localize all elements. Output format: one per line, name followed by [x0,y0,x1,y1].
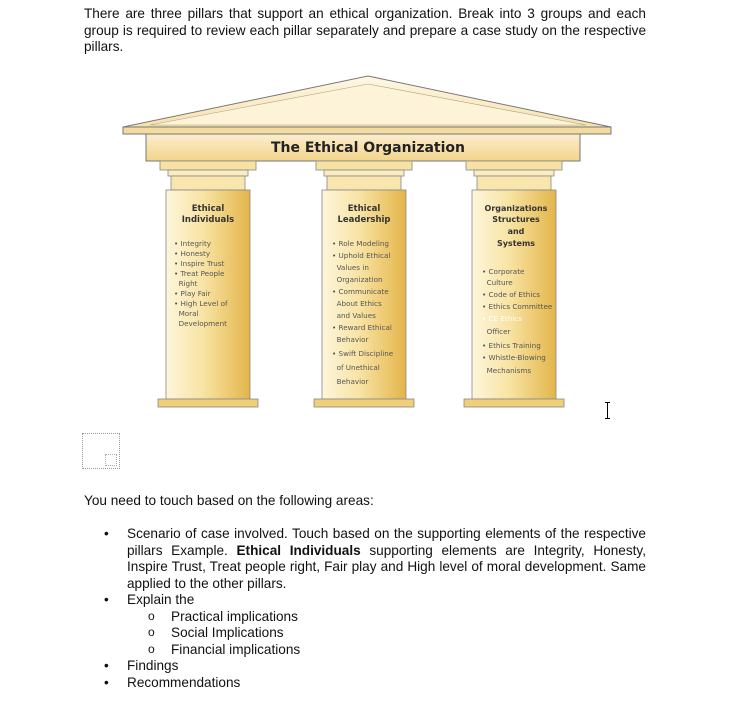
pillar-2-heading-line: Ethical [347,204,381,214]
pillar-1-item: • Play Fair [174,289,211,298]
cornice [123,127,611,134]
pillar-1-item: • High Level of [174,299,228,308]
pillar-3-item: • Whistle-Blowing [482,353,546,362]
figure-title: The Ethical Organization [270,140,466,156]
bullet-1-text-end: supporting elements are Integrity, Honesty, Inspire Trust, Treat people right, Fair play and High level of moral development. Same applied to the other pillars. [127,542,646,591]
pillar-1-heading-line: Ethical [191,204,225,214]
pediment-inner [150,84,586,125]
pillar-1-item: • Integrity [174,239,212,248]
pillar-1-item: Right [174,279,198,288]
pillar-2-item: • Swift Discipline [332,349,394,358]
areas-intro: You need to touch based on the following areas: [84,493,374,508]
pillar-3-item: • Ethics Committee [482,302,553,311]
pillar-ethical-individuals [158,161,258,407]
pillar-3-item: • Code of Ethics [482,290,541,299]
pillar-2-item: • Reward Ethical [332,323,392,332]
pillar-2-item: • Role Modeling [332,239,389,248]
pillar-1-item: • Inspire Trust [174,259,225,268]
pillar-3-item: • Ethics Training [482,341,541,350]
pillar-2-item: Behavior [332,335,369,344]
pillar-2-item: Behavior [332,377,369,386]
pillar-2-item: Values in [332,263,369,272]
pillar-3-item: • CE Ethics [482,314,522,323]
pillar-3-item: • Corporate [482,267,525,276]
bullet-1-text: Scenario of case involved. Touch based on the supporting elements of the respective pillars Example. [127,526,646,558]
text-cursor-icon [607,402,608,419]
pillar-2-item: and Values [332,311,376,320]
list-item: • Recommendations [104,675,646,692]
sublist-item: o Practical implications [127,609,646,626]
pillar-2-item: About Ethics [332,299,382,308]
pillar-3-heading-line: Organizations [484,204,548,213]
image-placeholder-icon[interactable] [82,433,120,469]
pillar-1-item: • Honesty [174,249,211,258]
pillar-1-item: Development [174,319,227,328]
pillar-1-item: Moral [174,309,199,318]
list-item: • Findings [104,658,646,675]
intro-paragraph: There are three pillars that support an ethical organization. Break into 3 groups and each group is required to review each pillar separately and prepare a case study on the respective pillars. [84,6,646,54]
pillar-1-heading-line: Individuals [181,215,235,225]
pillar-3-heading-line: Structures [492,215,540,224]
implications-sublist [127,609,646,659]
sublist-item: o Financial implications [127,642,646,659]
pillar-2-item: • Uphold Ethical [332,251,391,260]
pillar-2-item: of Unethical [332,363,380,372]
pillar-3-heading-line: Systems [496,239,536,248]
pillar-3-item: Mechanisms [482,366,532,375]
sublist-item: o Social Implications [127,625,646,642]
pillar-2-heading-line: Leadership [337,215,391,225]
bullet-1-bold: Ethical Individuals [236,542,361,558]
list-item [104,526,646,592]
pillar-3-item: Officer [482,327,511,336]
requirements-list [104,526,646,691]
pillar-3-item: Culture [482,278,513,287]
pillar-1-item: • Treat People [174,269,225,278]
bullet-2-text: Explain the [127,592,195,607]
pillar-3-heading-line: and [507,227,525,236]
pillar-2-item: • Communicate [332,287,389,296]
list-item [104,592,646,658]
pillar-2-item: Organization [332,275,383,284]
